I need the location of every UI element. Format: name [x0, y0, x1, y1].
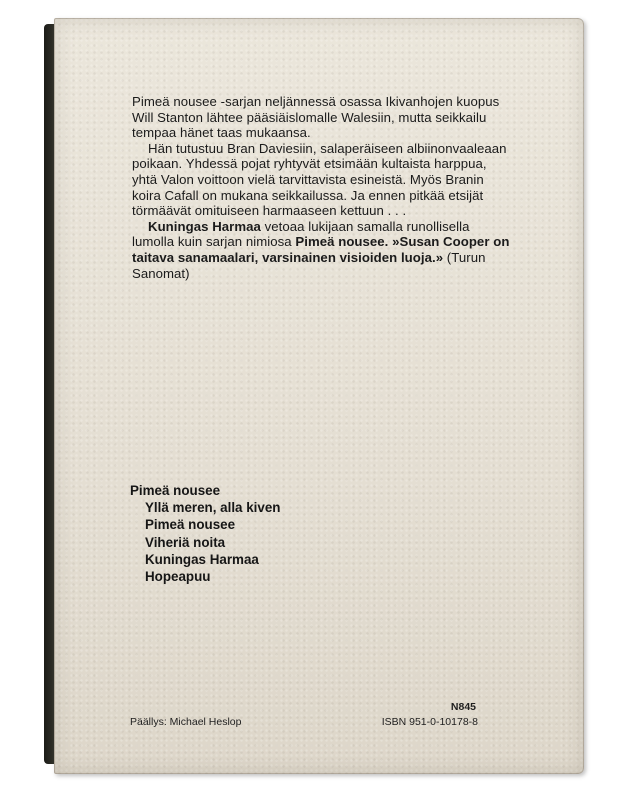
series-title: Pimeä nousee	[130, 483, 221, 498]
series-book-item: Kuningas Harmaa	[145, 551, 259, 567]
blurb-series-title: Pimeä nousee.	[295, 234, 389, 250]
series-list	[130, 482, 280, 585]
blurb-review-quote: »Susan Cooper on taitava sanamaalari, varsinainen visioiden luoja.»	[132, 234, 510, 265]
cover-credit: Päällys: Michael Heslop	[130, 716, 242, 728]
product-code: N845	[450, 701, 476, 713]
series-book-item: Hopeapuu	[145, 569, 211, 585]
series-book-item: Yllä meren, alla kiven	[145, 500, 281, 516]
blurb-book-title: Kuningas Harmaa	[148, 218, 261, 234]
blurb-mid-text: vetoaa lukijaan samalla runollisella lumolla kuin sarjan nimiosa	[132, 218, 470, 250]
blurb-review-source: (Turun Sanomat)	[132, 249, 486, 281]
blurb-paragraph-2: Hän tutustuu Bran Daviesiin, salaperäiseen albiinonvaaleaan poikaan. Yhdessä pojat ryhtyvät etsimään kultaista harppua, yhtä Valon voittoon vielä tarvittavista esineistä. Myös Branin koira Cafall on mukana seikkailussa. Ja ennen pitkää etsijät törmäävät omituiseen harmaaseen kettuun . . .	[132, 140, 507, 219]
blurb-paragraph-3	[132, 219, 512, 281]
isbn-number: ISBN 951-0-10178-8	[381, 716, 478, 728]
blurb-paragraph-1: Pimeä nousee -sarjan neljännessä osassa Ikivanhojen kuopus Will Stanton lähtee pääsiäislomalle Walesiin, mutta seikkailu tempaa hänet taas mukaansa.	[132, 94, 500, 141]
series-book-item: Viheriä noita	[145, 534, 226, 550]
blurb-text	[132, 94, 512, 281]
series-book-item: Pimeä nousee	[145, 517, 236, 533]
